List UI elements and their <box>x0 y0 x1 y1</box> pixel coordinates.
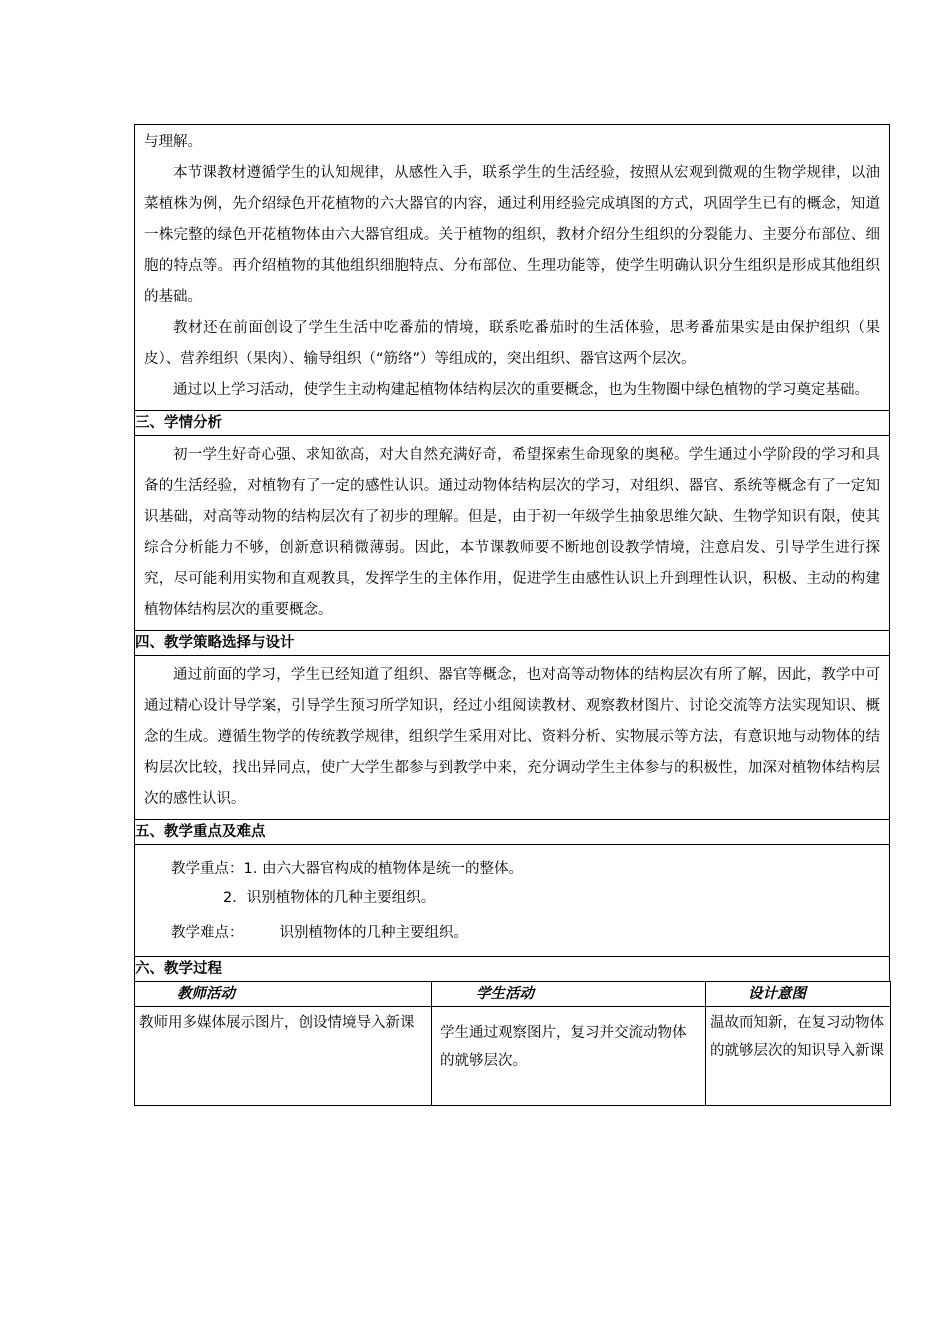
lesson-plan-table <box>134 124 890 982</box>
section-heading-process: 六、教学过程 <box>135 957 890 982</box>
paragraph: 通过前面的学习，学生已经知道了组织、器官等概念，也对高等动物体的结构层次有所了解，因此，教学中可通过精心设计导学案，引导学生预习所学知识，经过小组阅读教材、观察教材图片、讨论交流等方法实现知识、概念的生成。遵循生物学的传统教学规律，组织学生采用对比、资料分析、实物展示等方法，有意识地与动物体的结构层次比较，找出异同点，使广大学生都参与到教学中来，充分调动学生主体参与的积极性，加深对植物体结构层次的感性认识。 <box>144 667 880 807</box>
column-header-student: 学生活动 <box>432 982 706 1007</box>
difficulty-text: 识别植物体的几种主要组织。 <box>279 925 468 941</box>
section-textbook-analysis <box>135 125 890 411</box>
cell-teacher-activity: 教师用多媒体展示图片，创设情境导入新课 <box>135 1007 432 1106</box>
column-header-teacher: 教师活动 <box>135 982 432 1007</box>
paragraph: 初一学生好奇心强、求知欲高，对大自然充满好奇，希望探索生命现象的奥秘。学生通过小学阶段的学习和具备的生活经验，对植物有了一定的感性认识。通过动物体结构层次的学习，对组织、器官、系统等概念有了一定知识基础，对高等动物的结构层次有了初步的理解。但是，由于初一年级学生抽象思维欠缺、生物学知识有限，使其综合分析能力不够，创新意识稍微薄弱。因此，本节课教师要不断地创设教学情境，注意启发、引导学生进行探究，尽可能利用实物和直观教具，发挥学生的主体作用，促进学生由感性认识上升到理性认识，积极、主动的构建植物体结构层次的重要概念。 <box>144 447 880 618</box>
key-point-line <box>135 855 889 884</box>
paragraph: 教材还在前面创设了学生生活中吃番茄的情境，联系吃番茄时的生活体验，思考番茄果实是由保护组织（果皮）、营养组织（果肉）、输导组织（“筋络”）等组成的，突出组织、器官这两个层次。 <box>144 320 880 367</box>
column-header-intent: 设计意图 <box>706 982 891 1007</box>
section-key-points <box>135 845 890 957</box>
paragraph: 本节课教材遵循学生的认知规律，从感性入手，联系学生的生活经验，按照从宏观到微观的生物学规律，以油菜植株为例，先介绍绿色开花植物的六大器官的内容，通过利用经验完成填图的方式，巩固学生已有的概念，知道一株完整的绿色开花植物体由六大器官组成。关于植物的组织，教材介绍分生组织的分裂能力、主要分布部位、细胞的特点等。再介绍植物的其他组织细胞特点、分布部位、生理功能等，使学生明确认识分生组织是形成其他组织的基础。 <box>144 165 880 305</box>
section-heading-student-analysis: 三、学情分析 <box>135 411 890 436</box>
section-strategy <box>135 656 890 820</box>
difficulty-line <box>135 919 889 948</box>
difficulty-label: 教学难点： <box>171 925 244 941</box>
table-row <box>135 1007 891 1106</box>
lesson-plan-document <box>134 124 890 1106</box>
paragraph: 与理解。 <box>144 134 202 150</box>
paragraph: 通过以上学习活动，使学生主动构建起植物体结构层次的重要概念，也为生物圈中绿色植物的学习奠定基础。 <box>173 382 869 398</box>
cell-design-intent: 温故而知新，在复习动物体的就够层次的知识导入新课 <box>706 1007 891 1106</box>
section-heading-key-points: 五、教学重点及难点 <box>135 820 890 845</box>
key-point-2: 2．识别植物体的几种主要组织。 <box>223 890 436 906</box>
key-point-label: 教学重点： <box>171 861 244 877</box>
section-heading-strategy: 四、教学策略选择与设计 <box>135 631 890 656</box>
key-point-1: 1. 由六大器官构成的植物体是统一的整体。 <box>243 861 523 877</box>
section-student-analysis <box>135 436 890 631</box>
teaching-process-table <box>134 981 891 1106</box>
cell-student-activity: 学生通过观察图片，复习并交流动物体的就够层次。 <box>432 1007 706 1106</box>
